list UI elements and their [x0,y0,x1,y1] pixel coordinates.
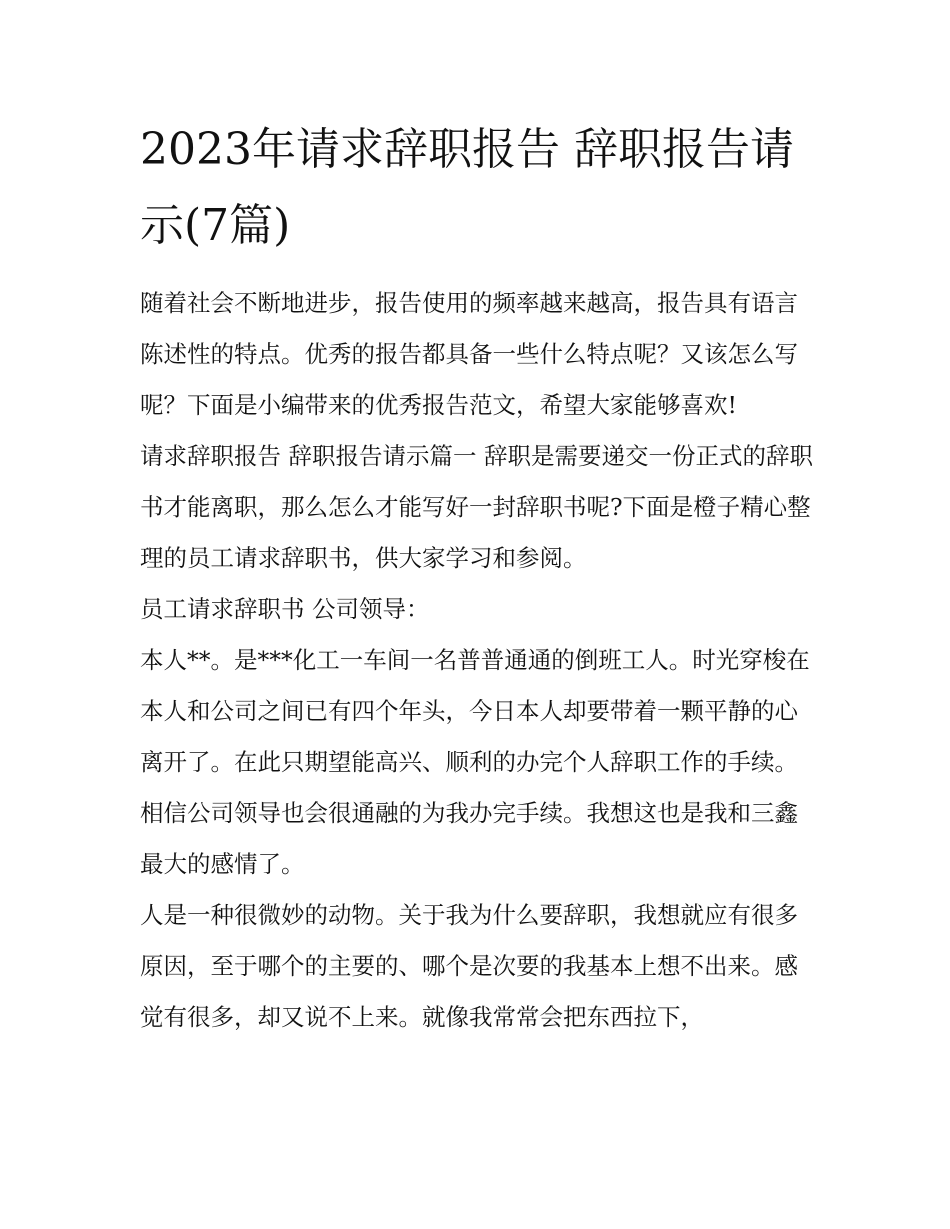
paragraph-section-one: 请求辞职报告 辞职报告请示篇一 辞职是需要递交一份正式的辞职书才能离职，那么怎么才能写好一封辞职书呢?下面是橙子精心整理的员工请求辞职书，供大家学习和参阅。 [140,442,813,572]
paragraph-intro: 随着社会不断地进步，报告使用的频率越来越高，报告具有语言陈述性的特点。优秀的报告都具备一些什么特点呢？又该怎么写呢？下面是小编带来的优秀报告范文，希望大家能够喜欢! [140,289,798,419]
paragraph-body-1: 本人**。是***化工一车间一名普普通通的倒班工人。时光穿梭在本人和公司之间已有四个年头，今日本人却要带着一颗平静的心离开了。在此只期望能高兴、顺利的办完个人辞职工作的手续。相信公司领导也会很通融的为我办完手续。我想这也是我和三鑫最大的感情了。 [140,646,810,878]
document-page [140,112,816,1043]
paragraph-salutation: 员工请求辞职书 公司领导： [140,595,430,623]
document-title: 2023年请求辞职报告 辞职报告请示(7篇) [140,124,794,251]
paragraph-body-2: 人是一种很微妙的动物。关于我为什么要辞职，我想就应有很多原因，至于哪个的主要的、哪个是次要的我基本上想不出来。感觉有很多，却又说不上来。就像我常常会把东西拉下， [140,901,798,1031]
